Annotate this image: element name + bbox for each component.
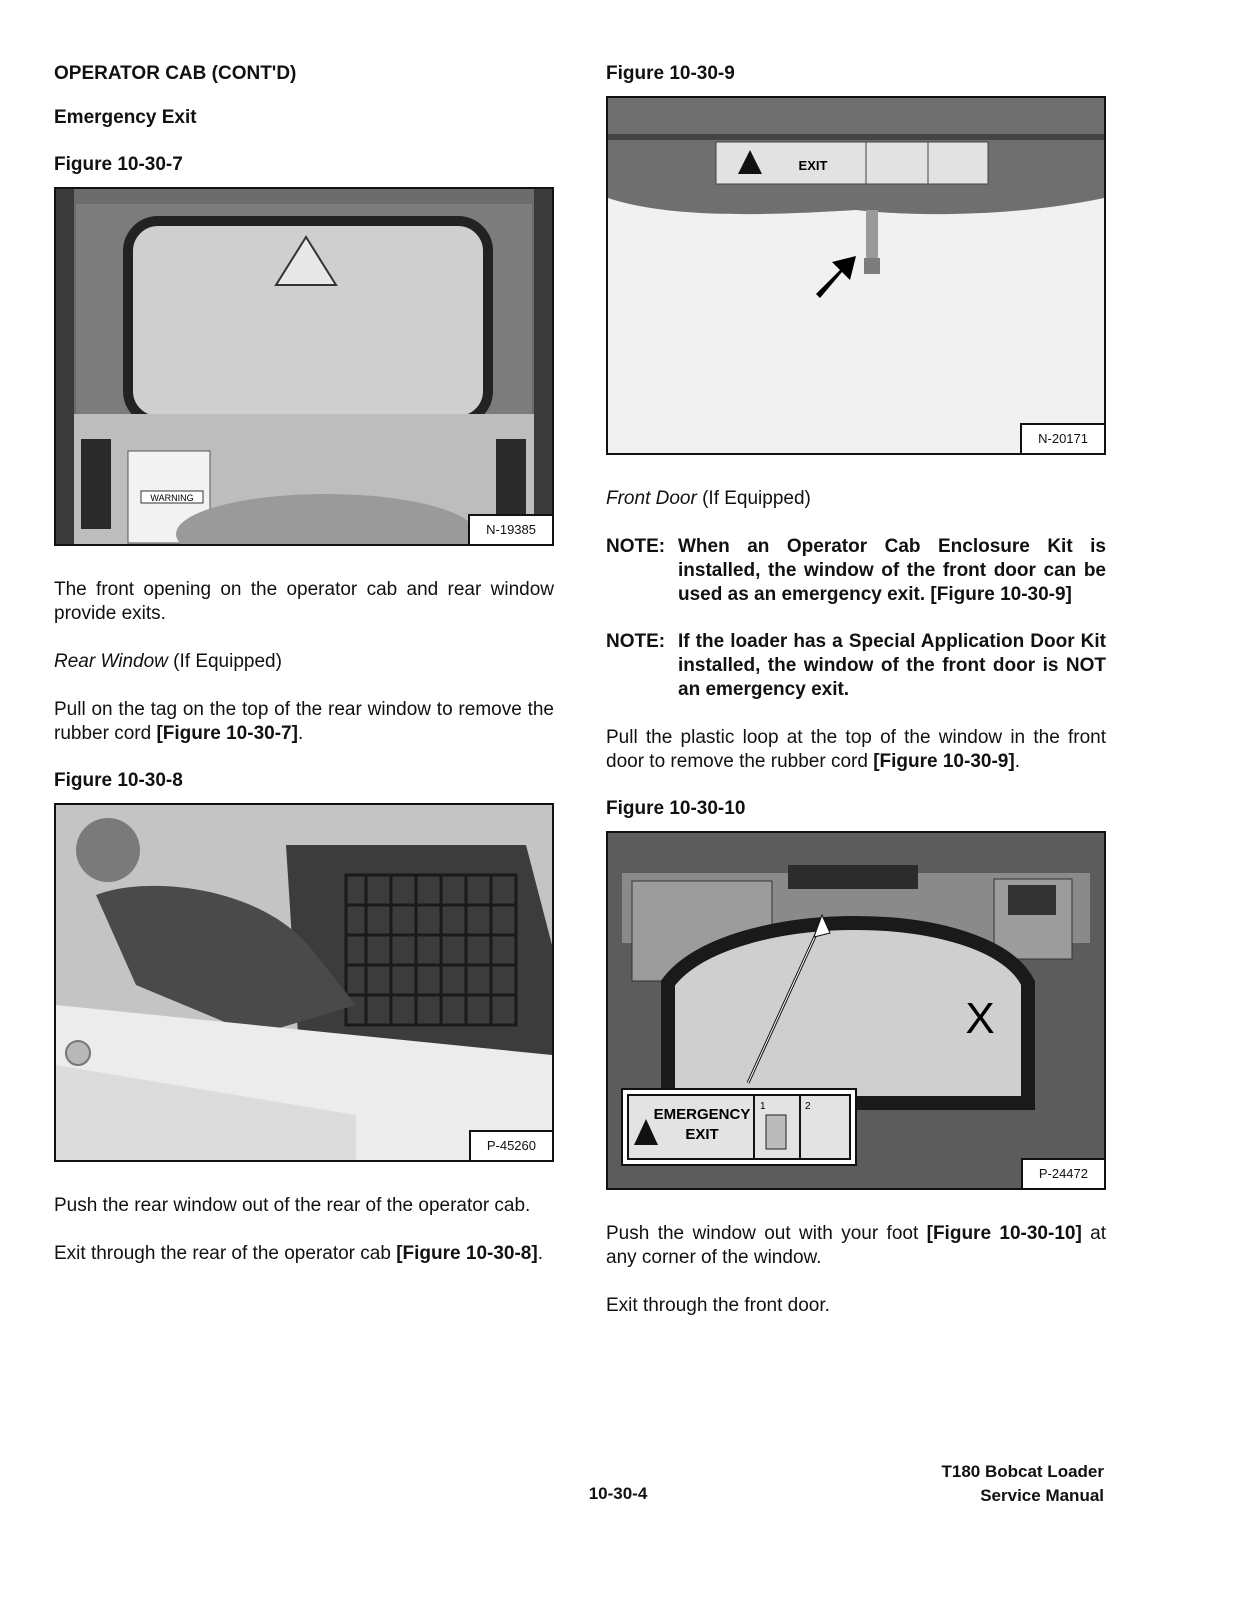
figure-10-30-7-photo: [54, 187, 554, 546]
rear-window-illustration: [56, 189, 552, 544]
exit-decal-text: EXIT: [798, 158, 828, 173]
figure-10-30-10-caption: Figure 10-30-10: [606, 798, 746, 819]
note-text: If the loader has a Special Application Door Kit installed, the window of the front door is NOT an emergency exit.: [678, 631, 1106, 700]
paragraph-front-opening: The front opening on the operator cab and rear window provide exits.: [54, 579, 554, 624]
right-column: [606, 62, 1106, 1318]
note-text: When an Operator Cab Enclosure Kit is installed, the window of the front door can be used as an emergency exit. [Figure 10-30-9]: [678, 536, 1106, 605]
note-label: NOTE:: [606, 631, 666, 652]
paragraph-push-window: Push the rear window out of the rear of the operator cab.: [54, 1195, 531, 1216]
manual-title: [942, 1460, 1105, 1508]
manual-title-line1: T180 Bobcat Loader: [941, 1462, 1104, 1481]
note-enclosure-kit: [606, 535, 1106, 607]
paragraph-push-foot: Push the window out with your foot [Figure 10-30-10] at any corner of the window.: [606, 1223, 1107, 1268]
page-number: 10-30-4: [588, 1484, 648, 1503]
figure-tag: N-19385: [468, 514, 552, 544]
decal-step-2: 2: [805, 1101, 811, 1112]
figure-tag: P-45260: [469, 1130, 552, 1160]
paragraph-pull-loop: Pull the plastic loop at the top of the window in the front door to remove the rubber cord [Figure 10-30-9].: [606, 727, 1106, 772]
note-special-application: [606, 630, 1106, 702]
front-door-illustration: [608, 98, 1104, 453]
figure-10-30-8-photo: [54, 803, 554, 1162]
figure-tag: N-20171: [1020, 423, 1104, 453]
figure-10-30-9-caption: Figure 10-30-9: [606, 63, 735, 84]
manual-title-line2: Service Manual: [980, 1486, 1104, 1505]
decal-step-1: 1: [760, 1101, 766, 1112]
front-door-subheading: Front Door (If Equipped): [606, 488, 811, 509]
rear-window-subheading: Rear Window (If Equipped): [54, 651, 282, 672]
x-mark: X: [965, 994, 995, 1043]
figure-10-30-8-caption: Figure 10-30-8: [54, 770, 183, 791]
figure-10-30-9-photo: [606, 96, 1106, 455]
operator-exiting-illustration: [56, 805, 552, 1160]
emergency-decal-line1: EMERGENCY: [653, 1106, 751, 1123]
figure-tag: P-24472: [1021, 1158, 1104, 1188]
paragraph-exit-front: Exit through the front door.: [606, 1295, 830, 1316]
paragraph-pull-tag: Pull on the tag on the top of the rear window to remove the rubber cord [Figure 10-30-7].: [54, 699, 554, 744]
figure-10-30-10-photo: [606, 831, 1106, 1190]
paragraph-exit-rear: Exit through the rear of the operator cab [Figure 10-30-8].: [54, 1243, 543, 1264]
warning-label-text: WARNING: [150, 493, 194, 503]
note-label: NOTE:: [606, 536, 666, 557]
section-title: OPERATOR CAB (CONT'D): [54, 63, 297, 84]
emergency-decal-line2: EXIT: [685, 1126, 719, 1143]
subsection-title: Emergency Exit: [54, 107, 197, 128]
figure-10-30-7-caption: Figure 10-30-7: [54, 154, 183, 175]
cab-interior-illustration: [608, 833, 1104, 1188]
left-column: [54, 62, 554, 1266]
